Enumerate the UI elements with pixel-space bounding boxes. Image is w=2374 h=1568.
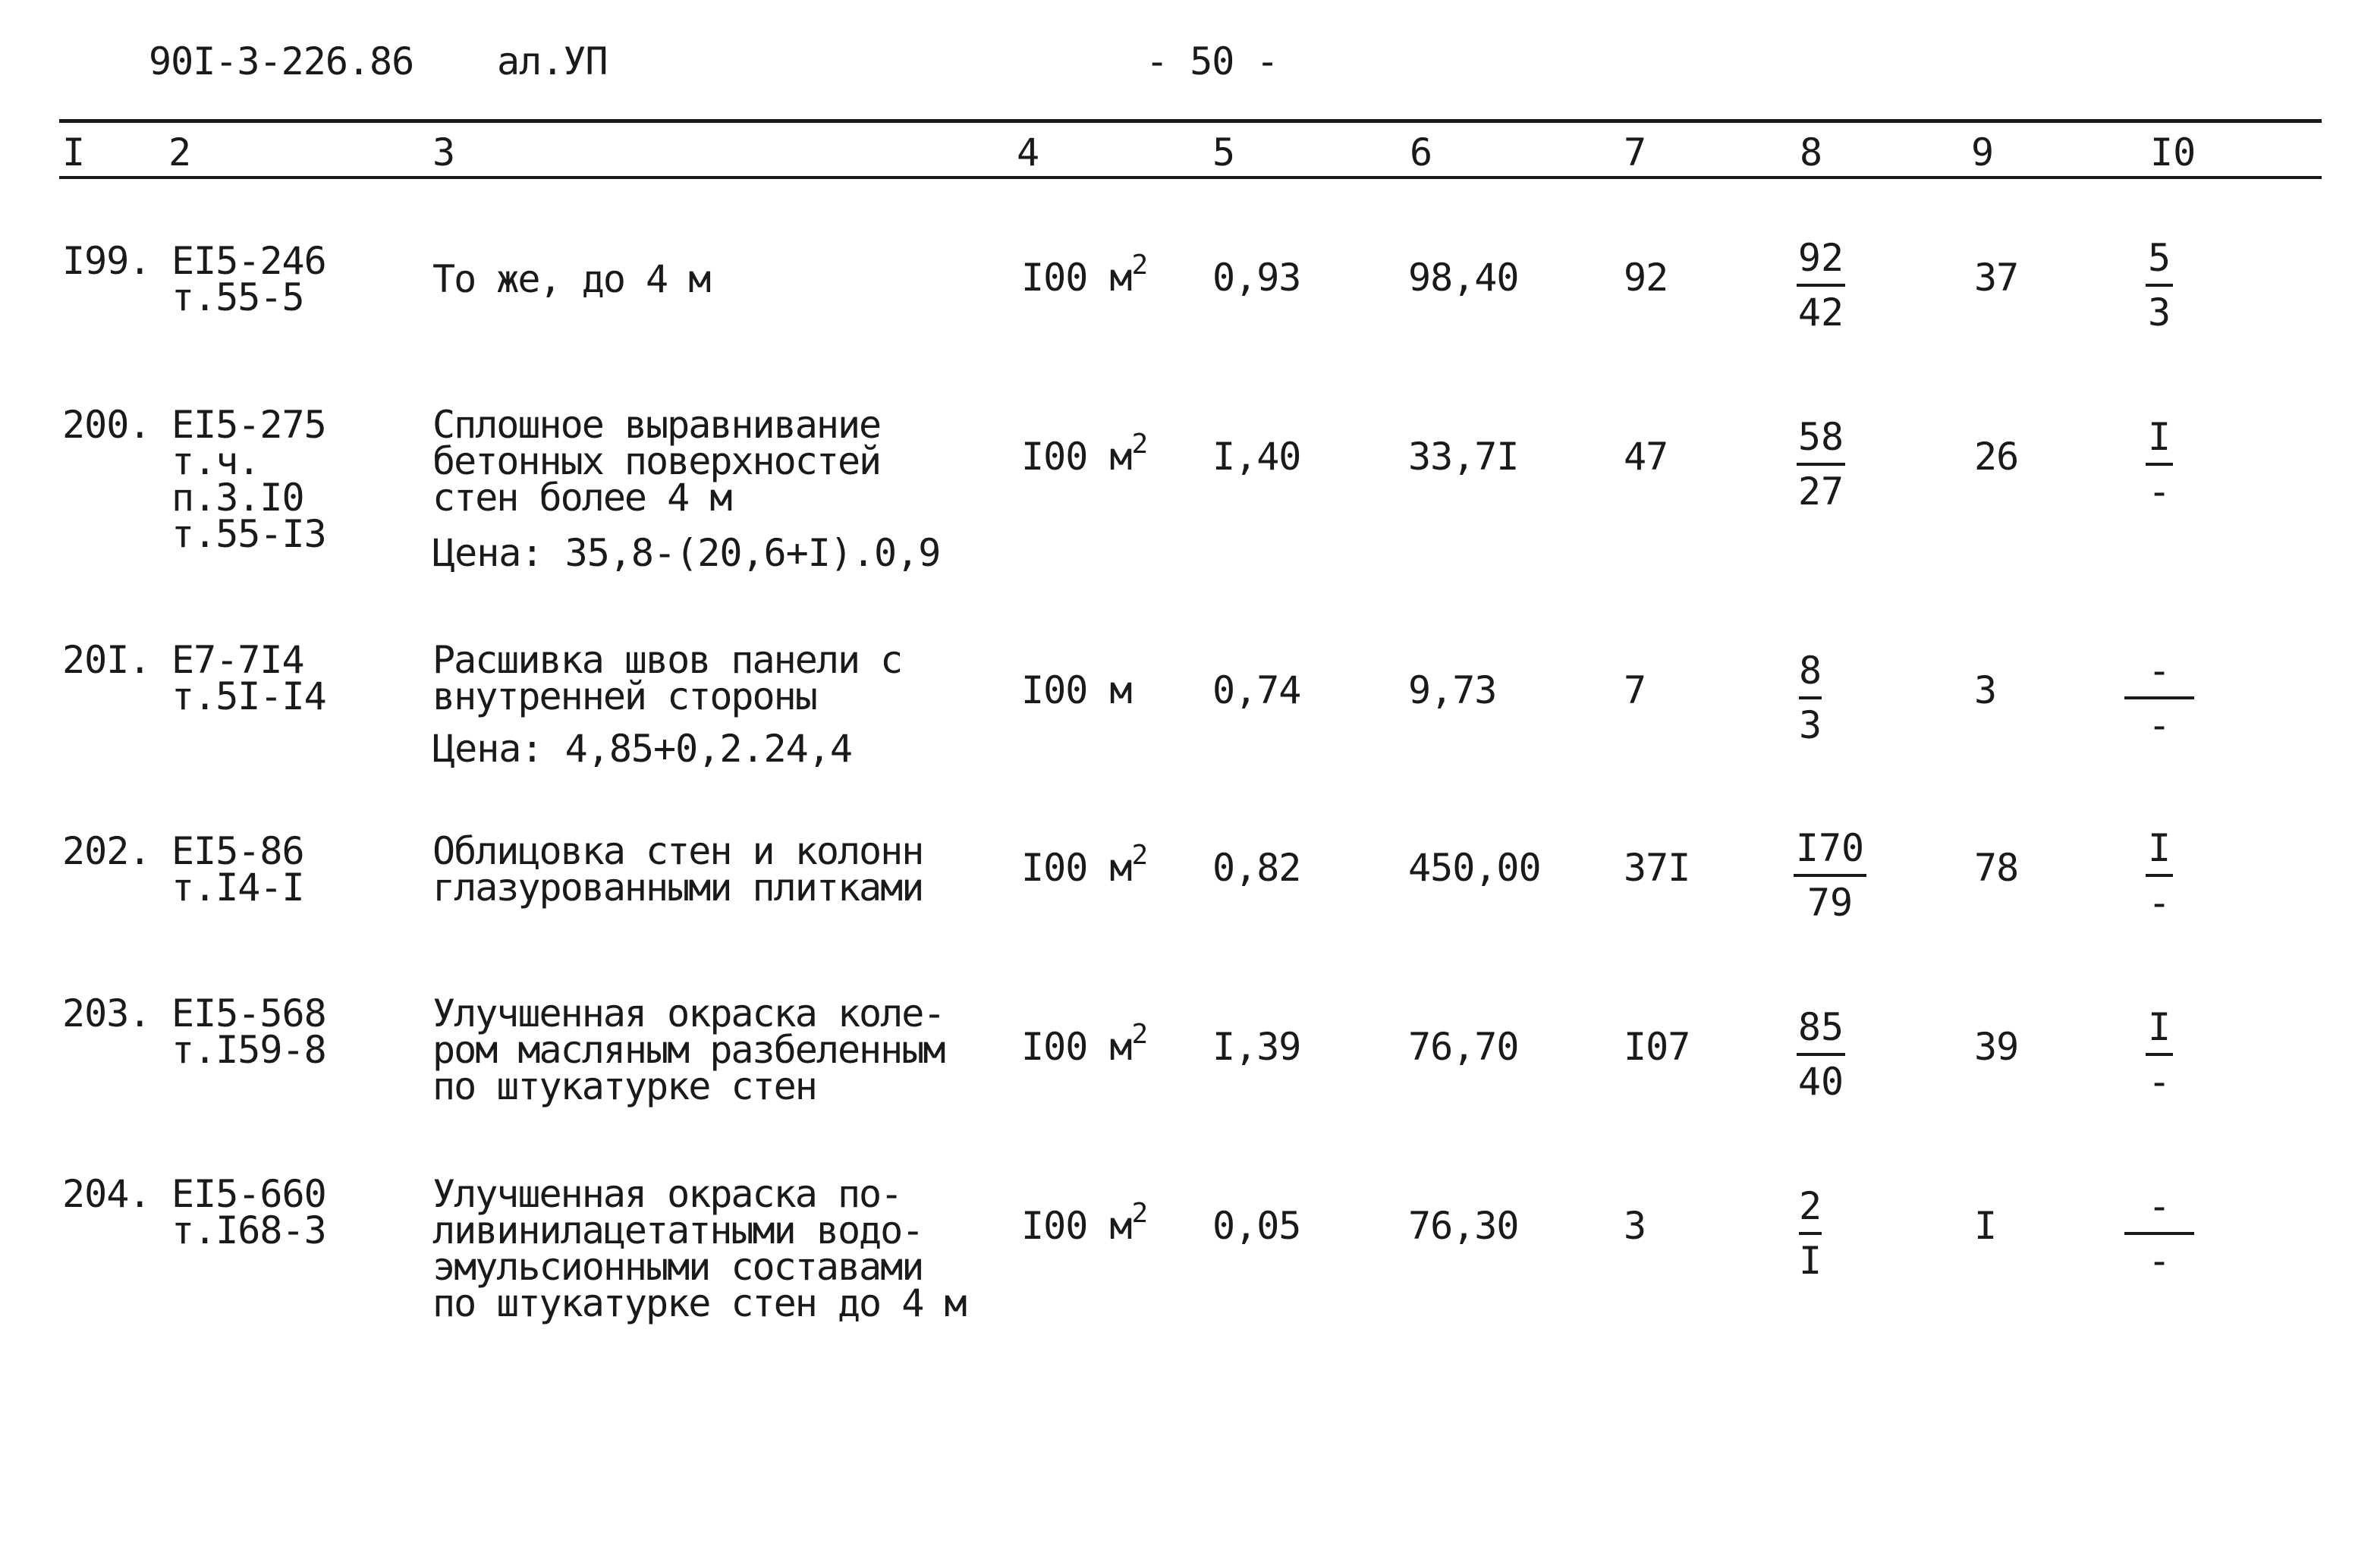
unit-cost: 76,30: [1408, 1204, 1519, 1248]
description-line: стен более 4 м: [432, 476, 731, 520]
fraction-numerator: I: [2147, 415, 2171, 459]
wage-fraction: [1775, 237, 1866, 334]
total-cost: 3: [1624, 1204, 1646, 1248]
norm-code: [171, 239, 326, 319]
fraction-denominator: 42: [1797, 291, 1844, 335]
quantity: 0,05: [1212, 1204, 1301, 1248]
unit: I00 м: [1021, 668, 1132, 712]
fraction-denominator: -: [2147, 1239, 2171, 1283]
fraction-numerator: -: [2147, 649, 2171, 693]
description-line: глазурованными плитками: [432, 866, 923, 910]
album-label: ал.УП: [497, 39, 608, 83]
code-line: п.3.I0: [171, 476, 304, 520]
code-line: т.55-5: [171, 275, 304, 319]
wage-fraction: [1784, 827, 1876, 924]
row-number: 20I.: [62, 638, 151, 682]
column-9-value: 39: [1974, 1025, 2019, 1069]
fraction-denominator: -: [2147, 470, 2171, 514]
total-cost: 92: [1624, 256, 1668, 300]
column-number: 4: [1017, 130, 1040, 174]
description-line: Улучшенная окраска по-: [432, 1172, 902, 1216]
price-formula: Цена: 35,8-(20,6+I).0,9: [432, 531, 941, 575]
row-number: I99.: [62, 239, 151, 283]
column-number: 2: [168, 130, 192, 174]
wage-fraction: [1765, 649, 1856, 746]
column-number: 6: [1410, 130, 1433, 174]
column-number: I0: [2150, 130, 2196, 174]
total-cost: 47: [1624, 435, 1668, 479]
fraction-denominator: 3: [2147, 291, 2171, 335]
column-number: I: [62, 130, 86, 174]
description-line: То же, до 4 м: [432, 257, 710, 301]
description-line: по штукатурке стен: [432, 1064, 816, 1108]
description-line: внутренней стороны: [432, 674, 816, 718]
fraction-denominator: 27: [1797, 470, 1844, 514]
total-cost: 37I: [1624, 846, 1690, 890]
column-10-fraction: [2114, 1006, 2205, 1103]
code-line: т.ч.: [171, 439, 260, 483]
fraction-numerator: I: [2147, 1005, 2171, 1049]
description-line: эмульсионными составами: [432, 1245, 923, 1289]
total-cost: 7: [1624, 668, 1646, 712]
quantity: 0,93: [1212, 256, 1301, 300]
code-line: EI5-660: [171, 1172, 326, 1216]
fraction-numerator: 85: [1797, 1005, 1844, 1049]
column-number: 5: [1212, 130, 1236, 174]
norm-code: [171, 1172, 326, 1252]
code-line: т.55-I3: [171, 512, 326, 556]
fraction-numerator: 5: [2147, 236, 2171, 280]
unit-superscript: 2: [1131, 429, 1148, 460]
unit-cost: 9,73: [1408, 668, 1497, 712]
description-line: Улучшенная окраска коле-: [432, 991, 945, 1035]
description-line: Расшивка швов панели с: [432, 638, 902, 682]
column-9-value: 26: [1974, 435, 2019, 479]
row-number: 200.: [62, 403, 151, 447]
fraction-numerator: I: [2147, 826, 2171, 870]
code-line: EI5-86: [171, 829, 304, 873]
work-description: [432, 403, 881, 520]
norm-code: [171, 991, 326, 1072]
top-rule: [59, 119, 2322, 123]
fraction-numerator: 8: [1798, 649, 1822, 693]
fraction-numerator: 58: [1797, 415, 1844, 459]
unit-superscript: 2: [1131, 1019, 1148, 1050]
description-line: ливинилацетатными водо-: [432, 1208, 923, 1252]
fraction-denominator: -: [2147, 881, 2171, 925]
work-description: [432, 829, 923, 910]
wage-fraction: [1765, 1185, 1856, 1282]
page-number: - 50 -: [1146, 39, 1278, 83]
work-description: [432, 638, 902, 718]
fraction-numerator: I70: [1795, 826, 1865, 870]
column-10-fraction: [2114, 827, 2205, 924]
column-9-value: 3: [1974, 668, 1997, 712]
code-line: т.I68-3: [171, 1208, 326, 1252]
column-number: 3: [432, 130, 456, 174]
work-description: [432, 1172, 966, 1325]
column-10-fraction: [2114, 237, 2205, 334]
code-line: т.I59-8: [171, 1028, 326, 1072]
unit-cost: 98,40: [1408, 256, 1519, 300]
description-line: Сплошное выравнивание: [432, 403, 881, 447]
fraction-denominator: -: [2147, 1060, 2171, 1104]
unit: I00 $м^2$: [1021, 840, 1148, 890]
row-number: 204.: [62, 1172, 151, 1216]
row-number: 202.: [62, 829, 151, 873]
fraction-denominator: 40: [1797, 1060, 1844, 1104]
column-number: 7: [1624, 130, 1647, 174]
wage-fraction: [1775, 1006, 1866, 1103]
quantity: I,39: [1212, 1025, 1301, 1069]
price-formula: Цена: 4,85+0,2.24,4: [432, 727, 852, 771]
fraction-denominator: 3: [1798, 703, 1822, 747]
column-10-fraction: [2114, 649, 2205, 746]
column-9-value: 78: [1974, 846, 2019, 890]
description-line: ром масляным разбеленным: [432, 1028, 945, 1072]
description-line: бетонных поверхностей: [432, 439, 881, 483]
description-line: Облицовка стен и колонн: [432, 829, 923, 873]
unit: I00 $м^2$: [1021, 429, 1148, 479]
code-line: т.5I-I4: [171, 674, 326, 718]
column-10-fraction: [2114, 416, 2205, 513]
code-line: т.I4-I: [171, 866, 304, 910]
fraction-denominator: 79: [1806, 881, 1854, 925]
column-number: 9: [1971, 130, 1995, 174]
norm-code: [171, 829, 304, 910]
work-description: [432, 257, 710, 301]
norm-code: [171, 403, 326, 556]
unit: I00 $м^2$: [1021, 1198, 1148, 1248]
total-cost: I07: [1624, 1025, 1690, 1069]
unit-cost: 33,7I: [1408, 435, 1519, 479]
column-9-value: I: [1974, 1204, 1997, 1248]
quantity: 0,74: [1212, 668, 1301, 712]
fraction-numerator: 92: [1797, 236, 1844, 280]
unit-cost: 76,70: [1408, 1025, 1519, 1069]
description-line: по штукатурке стен до 4 м: [432, 1281, 966, 1325]
code-line: E7-7I4: [171, 638, 304, 682]
wage-fraction: [1775, 416, 1866, 513]
fraction-denominator: I: [1798, 1239, 1822, 1283]
unit-superscript: 2: [1131, 840, 1148, 871]
unit: I00 $м^2$: [1021, 250, 1148, 300]
column-number: 8: [1800, 130, 1823, 174]
unit-cost: 450,00: [1408, 846, 1541, 890]
quantity: 0,82: [1212, 846, 1301, 890]
row-number: 203.: [62, 991, 151, 1035]
column-10-fraction: [2114, 1185, 2205, 1282]
unit-superscript: 2: [1131, 1198, 1148, 1229]
header-rule: [59, 176, 2322, 179]
column-9-value: 37: [1974, 256, 2019, 300]
quantity: I,40: [1212, 435, 1301, 479]
fraction-denominator: -: [2147, 703, 2171, 747]
code-line: EI5-246: [171, 239, 326, 283]
fraction-numerator: 2: [1798, 1184, 1822, 1228]
norm-code: [171, 638, 326, 718]
unit-superscript: 2: [1131, 250, 1148, 281]
work-description: [432, 991, 945, 1108]
unit: I00 $м^2$: [1021, 1019, 1148, 1069]
document-code: 90I-3-226.86: [149, 39, 414, 83]
code-line: EI5-275: [171, 403, 326, 447]
fraction-numerator: -: [2147, 1184, 2171, 1228]
code-line: EI5-568: [171, 991, 326, 1035]
